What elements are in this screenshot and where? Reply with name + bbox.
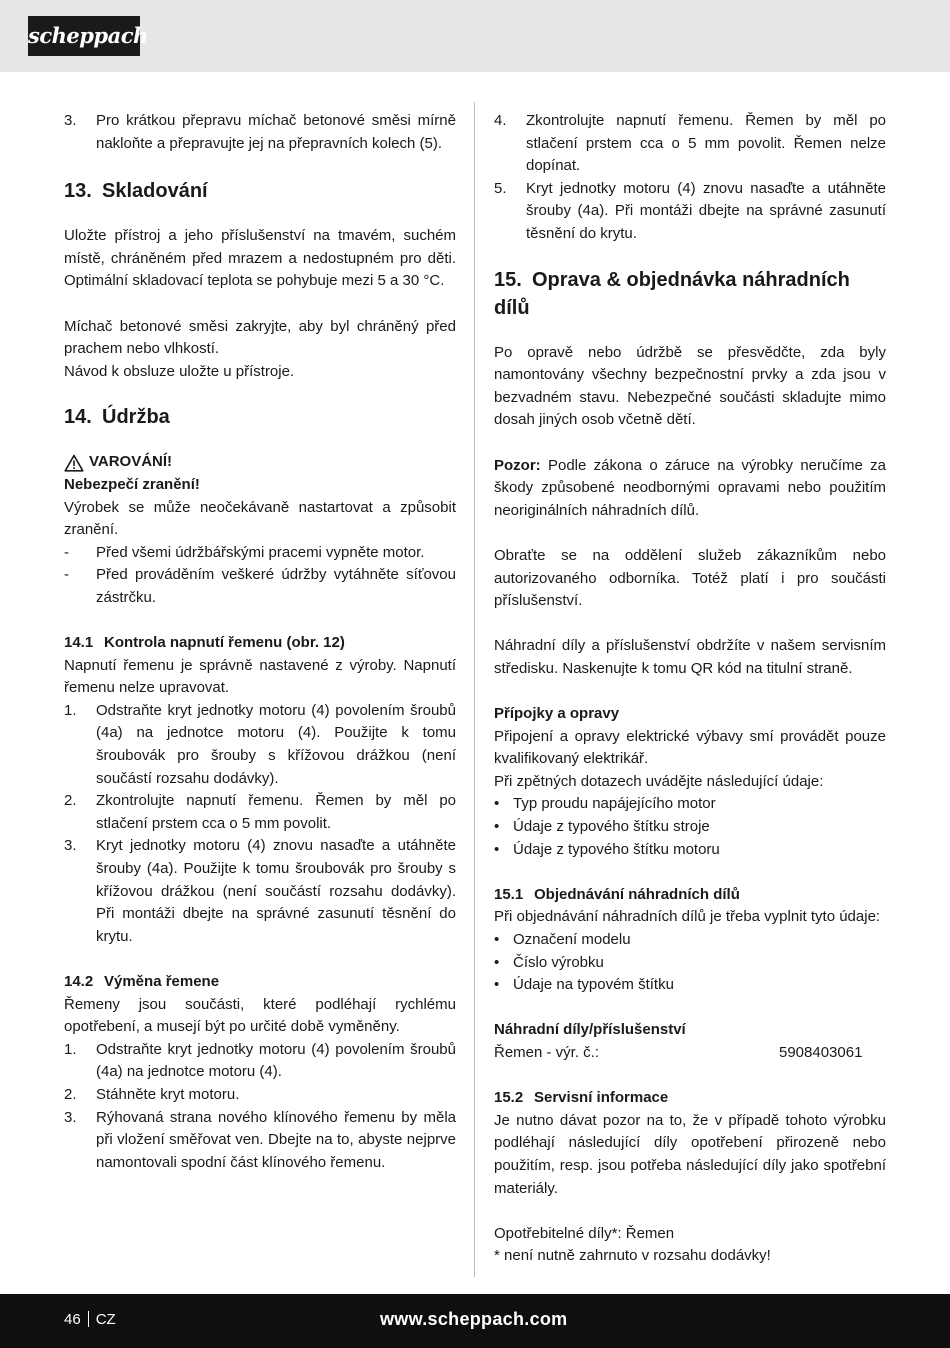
column-divider: [474, 102, 475, 1277]
list-item: 2. Stáhněte kryt motoru.: [64, 1085, 240, 1103]
connections-paragraph: Při zpětných dotazech uvádějte následující údaje:: [494, 772, 824, 790]
belt-replacement-steps: [64, 1039, 456, 1175]
list-item: 3. Rýhovaná strana nového klínového řemenu by měla při vložení směřovat ven. Dbejte na to, abyste nejprve namontovali spodní část klínového řemenu.: [64, 1108, 456, 1171]
belt-tension-paragraph: Napnutí řemenu je správně nastavené z výroby. Napnutí řemenu nelze upravovat.: [64, 656, 456, 697]
belt-tension-steps: [64, 700, 456, 949]
list-item: 1. Odstraňte kryt jednotky motoru (4) povolením šroubů (4a) na jednotce motoru (4).: [64, 1040, 456, 1081]
storage-paragraph: Uložte přístroj a jeho příslušenství na tmavém, suchém místě, chráněném před mrazem a nedostupném pro děti. Optimální skladovací teplota se pohybuje mezi 5 a 30 °C.: [64, 227, 456, 290]
footer-separator: [88, 1311, 89, 1327]
storage-paragraph: Návod k obsluze uložte u přístroje.: [64, 362, 295, 380]
spare-parts-heading: Náhradní díly/příslušenství: [494, 1021, 686, 1039]
footnote: * není nutně zahrnuto v rozsahu dodávky!: [494, 1247, 771, 1265]
connections-paragraph: Připojení a opravy elektrické výbavy smí provádět pouze kvalifikovaný elektrikář.: [494, 727, 886, 768]
right-column: [494, 110, 886, 1268]
list-item: 3. Kryt jednotky motoru (4) znovu nasaďte a utáhněte šrouby (4a). Použijte k tomu šroubovák pro šrouby s křížovou drážkou (není součástí rozsahu dodávky). Při montáži dbejte na správné zasunutí těsnění do krytu.: [64, 837, 456, 945]
list-item: • Údaje na typovém štítku: [494, 976, 674, 994]
section-heading-repair: 15. Oprava & objednávka náhradních dílů: [494, 268, 850, 319]
wear-parts: Opotřebitelné díly*: Řemen: [494, 1224, 675, 1242]
list-item: • Údaje z typového štítku motoru: [494, 840, 720, 858]
subsection-heading-belt-tension: 14.1 Kontrola napnutí řemenu (obr. 12): [64, 634, 345, 652]
language-code: CZ: [95, 1311, 116, 1328]
section-heading-maintenance: 14. Údržba: [64, 406, 170, 429]
warning-triangle-icon: [64, 454, 84, 472]
list-item: - Před všemi údržbářskými pracemi vypněte motor.: [64, 543, 425, 561]
storage-paragraph: Míchač betonové směsi zakryjte, aby byl chráněný před prachem nebo vlhkostí.: [64, 317, 456, 358]
belt-replacement-steps-continued: [494, 110, 886, 246]
page-header: [0, 0, 950, 72]
warning-heading: VAROVÁNÍ!: [64, 451, 456, 474]
subsection-heading-ordering: 15.1 Objednávání náhradních dílů: [494, 885, 740, 903]
repair-paragraph: Náhradní díly a příslušenství obdržíte v našem servisním středisku. Naskenujte k tomu QR kód na titulní straně.: [494, 637, 886, 677]
list-item: 4. Zkontrolujte napnutí řemenu. Řemen by měl po stlačení prstem cca o 5 mm povolit. Řemen nelze dopínat.: [494, 112, 886, 175]
list-item: 2. Zkontrolujte napnutí řemenu. Řemen by měl po stlačení prstem cca o 5 mm povolit.: [64, 792, 456, 832]
list-item: • Údaje z typového štítku stroje: [494, 818, 710, 836]
spare-part-label: Řemen - výr. č.:: [494, 1043, 600, 1061]
transport-list: [64, 110, 456, 155]
belt-replacement-paragraph: Řemeny jsou součásti, které podléhají rychlému opotřebení, a musejí být po určité době vyměněny.: [64, 995, 456, 1036]
warning-text: Výrobek se může neočekávaně nastartovat a způsobit zranění.: [64, 498, 456, 539]
pozor-paragraph: Pozor: Podle zákona o záruce na výrobky neručíme za škody způsobené neodbornými opravami nebo použitím neoriginálních náhradních dílů.: [494, 456, 886, 519]
inquiry-data-list: [494, 793, 886, 861]
spare-part-number: 5908403061: [779, 1043, 863, 1061]
ordering-paragraph: Při objednávání náhradních dílů je třeba vyplnit tyto údaje:: [494, 908, 881, 926]
page-number: 46 CZ: [64, 1311, 116, 1328]
list-item: • Číslo výrobku: [494, 953, 604, 971]
subsection-heading-service: 15.2 Servisní informace: [494, 1089, 669, 1107]
page-footer: [0, 1294, 950, 1348]
left-column: [64, 110, 456, 1174]
list-item: 3. Pro krátkou přepravu míchač betonové směsi mírně nakloňte a přepravujte jej na přepravních kolech (5).: [64, 112, 456, 152]
repair-paragraph: Po opravě nebo údržbě se přesvědčte, zda byly namontovány všechny bezpečnostní prvky a zda jsou v bezvadném stavu. Nebezpečné součásti skladujte mimo dosah jiných osob včetně dětí.: [494, 343, 886, 429]
spare-part-row: [494, 1042, 886, 1065]
danger-label: Nebezpečí zranění!: [64, 475, 200, 493]
connections-heading: Přípojky a opravy: [494, 705, 620, 723]
repair-paragraph: Obraťte se na oddělení služeb zákazníkům nebo autorizovaného odborníka. Totéž platí i pro součásti příslušenství.: [494, 546, 886, 610]
list-item: • Typ proudu napájejícího motor: [494, 795, 716, 813]
section-heading-storage: 13. Skladování: [64, 180, 208, 203]
ordering-data-list: [494, 929, 886, 997]
list-item: - Před prováděním veškeré údržby vytáhněte síťovou zástrčku.: [64, 566, 456, 606]
brand-logo: scheppach: [28, 16, 140, 56]
safety-list: [64, 542, 456, 610]
website-link[interactable]: www.scheppach.com: [380, 1309, 568, 1329]
list-item: 5. Kryt jednotky motoru (4) znovu nasaďte a utáhněte šrouby (4a). Při montáži dbejte na správné zasunutí těsnění do krytu.: [494, 179, 886, 242]
list-item: • Označení modelu: [494, 931, 631, 948]
list-item: 1. Odstraňte kryt jednotky motoru (4) povolením šroubů (4a) na jednotce motoru (4). Použijte k tomu šroubovák pro šrouby s křížovou drážkou (není součástí rozsahu dodávky).: [64, 701, 456, 787]
service-paragraph: Je nutno dávat pozor na to, že v případě tohoto výrobku podléhají následující díly opotřebení přirozeně nebo použitím, resp. jsou potřeba následující díly jako spotřební materiály.: [494, 1111, 886, 1197]
subsection-heading-belt-replacement: 14.2 Výměna řemene: [64, 973, 220, 990]
